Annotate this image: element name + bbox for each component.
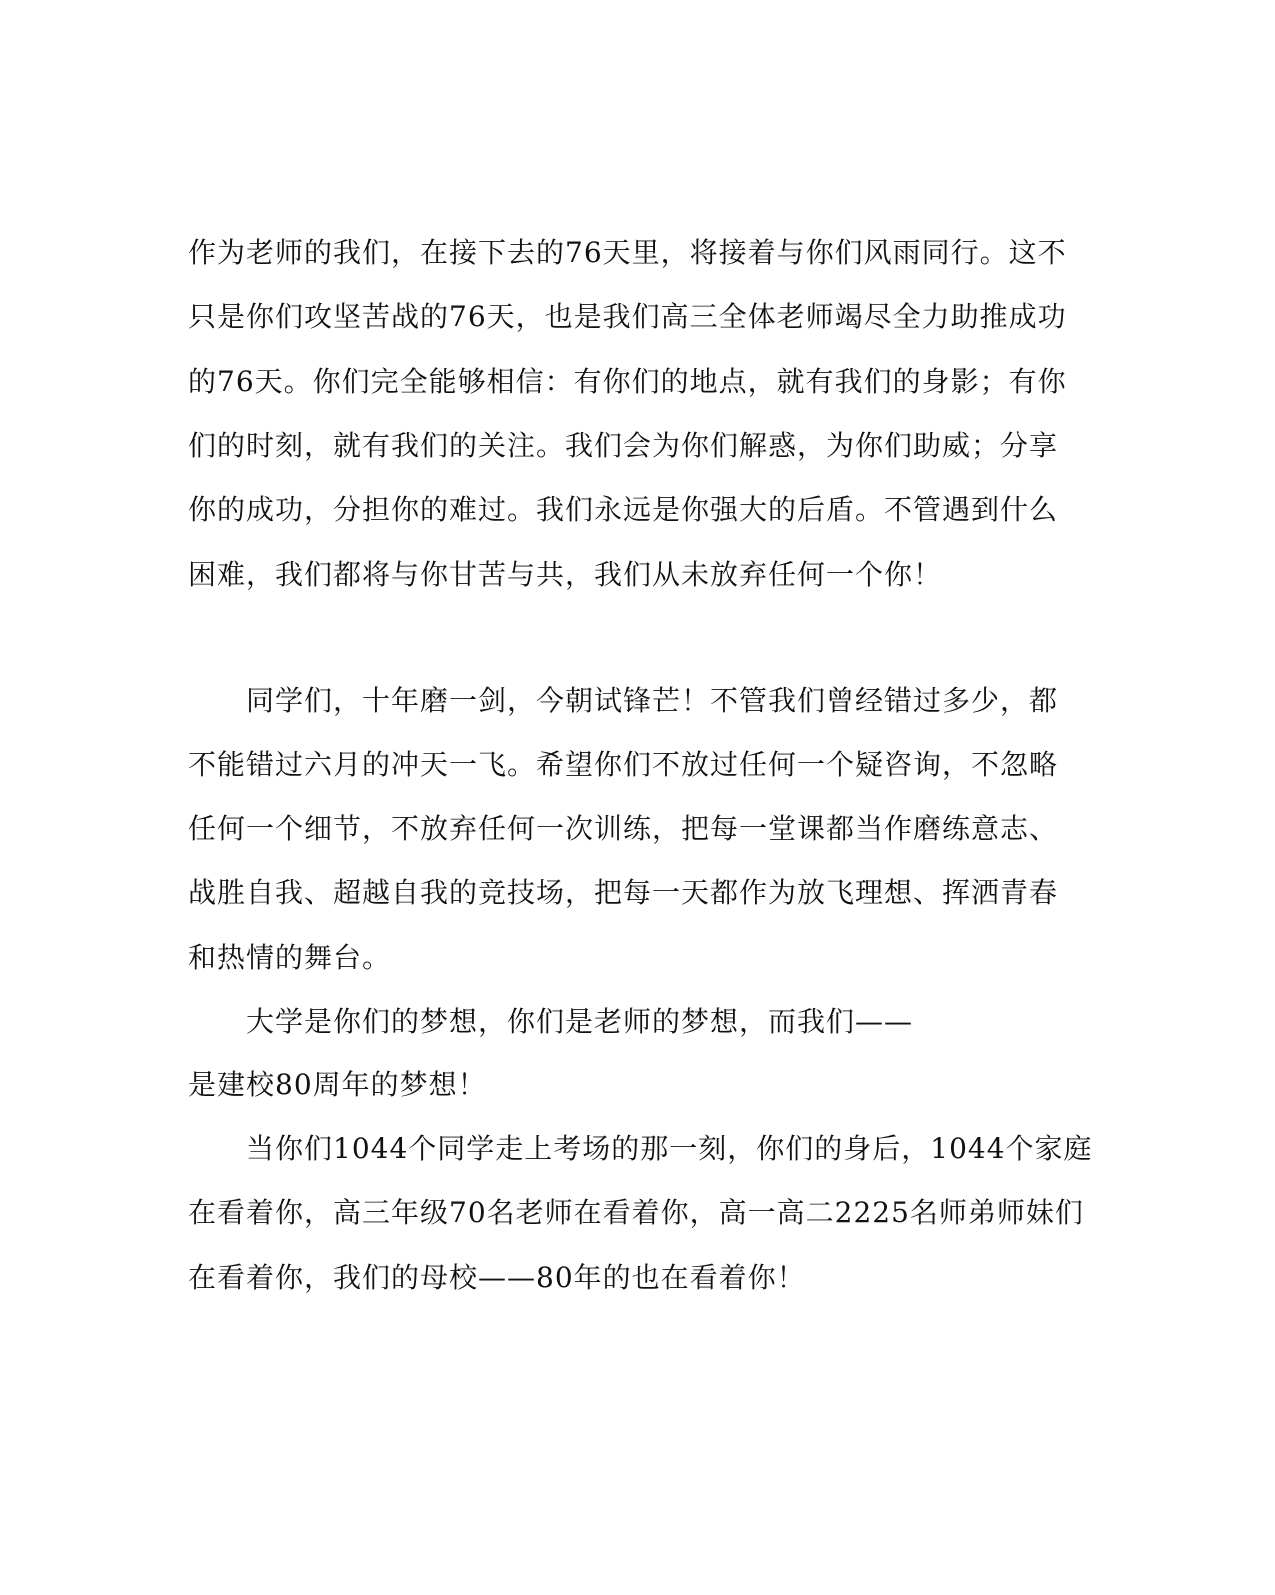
text-line: 在看着你，高三年级70名老师在看着你，高一高二2225名师弟师妹们 [188, 1196, 1084, 1229]
text-line: 的76天。你们完全能够相信：有你们的地点，就有我们的身影；有你 [188, 365, 1067, 398]
text-line: 们的时刻，就有我们的关注。我们会为你们解惑，为你们助威；分享 [188, 429, 1059, 462]
text-line: 大学是你们的梦想，你们是老师的梦想，而我们—— [246, 1005, 914, 1038]
text-line: 和热情的舞台。 [188, 941, 392, 974]
text-line: 是建校80周年的梦想！ [188, 1068, 487, 1101]
text-line: 在看着你，我们的母校——80年的也在看着你！ [188, 1261, 806, 1294]
text-line: 当你们1044个同学走上考场的那一刻，你们的身后，1044个家庭 [246, 1132, 1093, 1165]
text-line: 不能错过六月的冲天一飞。希望你们不放过任何一个疑咨询，不忽略 [188, 748, 1059, 781]
text-line: 困难，我们都将与你甘苦与共，我们从未放弃任何一个你！ [188, 558, 943, 591]
text-line: 只是你们攻坚苦战的76天，也是我们高三全体老师竭尽全力助推成功 [188, 300, 1067, 333]
text-line: 同学们，十年磨一剑，今朝试锋芒！不管我们曾经错过多少，都 [246, 684, 1059, 717]
text-line: 战胜自我、超越自我的竞技场，把每一天都作为放飞理想、挥洒青春 [188, 876, 1059, 909]
text-line: 你的成功，分担你的难过。我们永远是你强大的后盾。不管遇到什么 [188, 493, 1059, 526]
text-line: 作为老师的我们，在接下去的76天里，将接着与你们风雨同行。这不 [188, 236, 1067, 269]
text-line: 任何一个细节，不放弃任何一次训练，把每一堂课都当作磨练意志、 [188, 812, 1059, 845]
